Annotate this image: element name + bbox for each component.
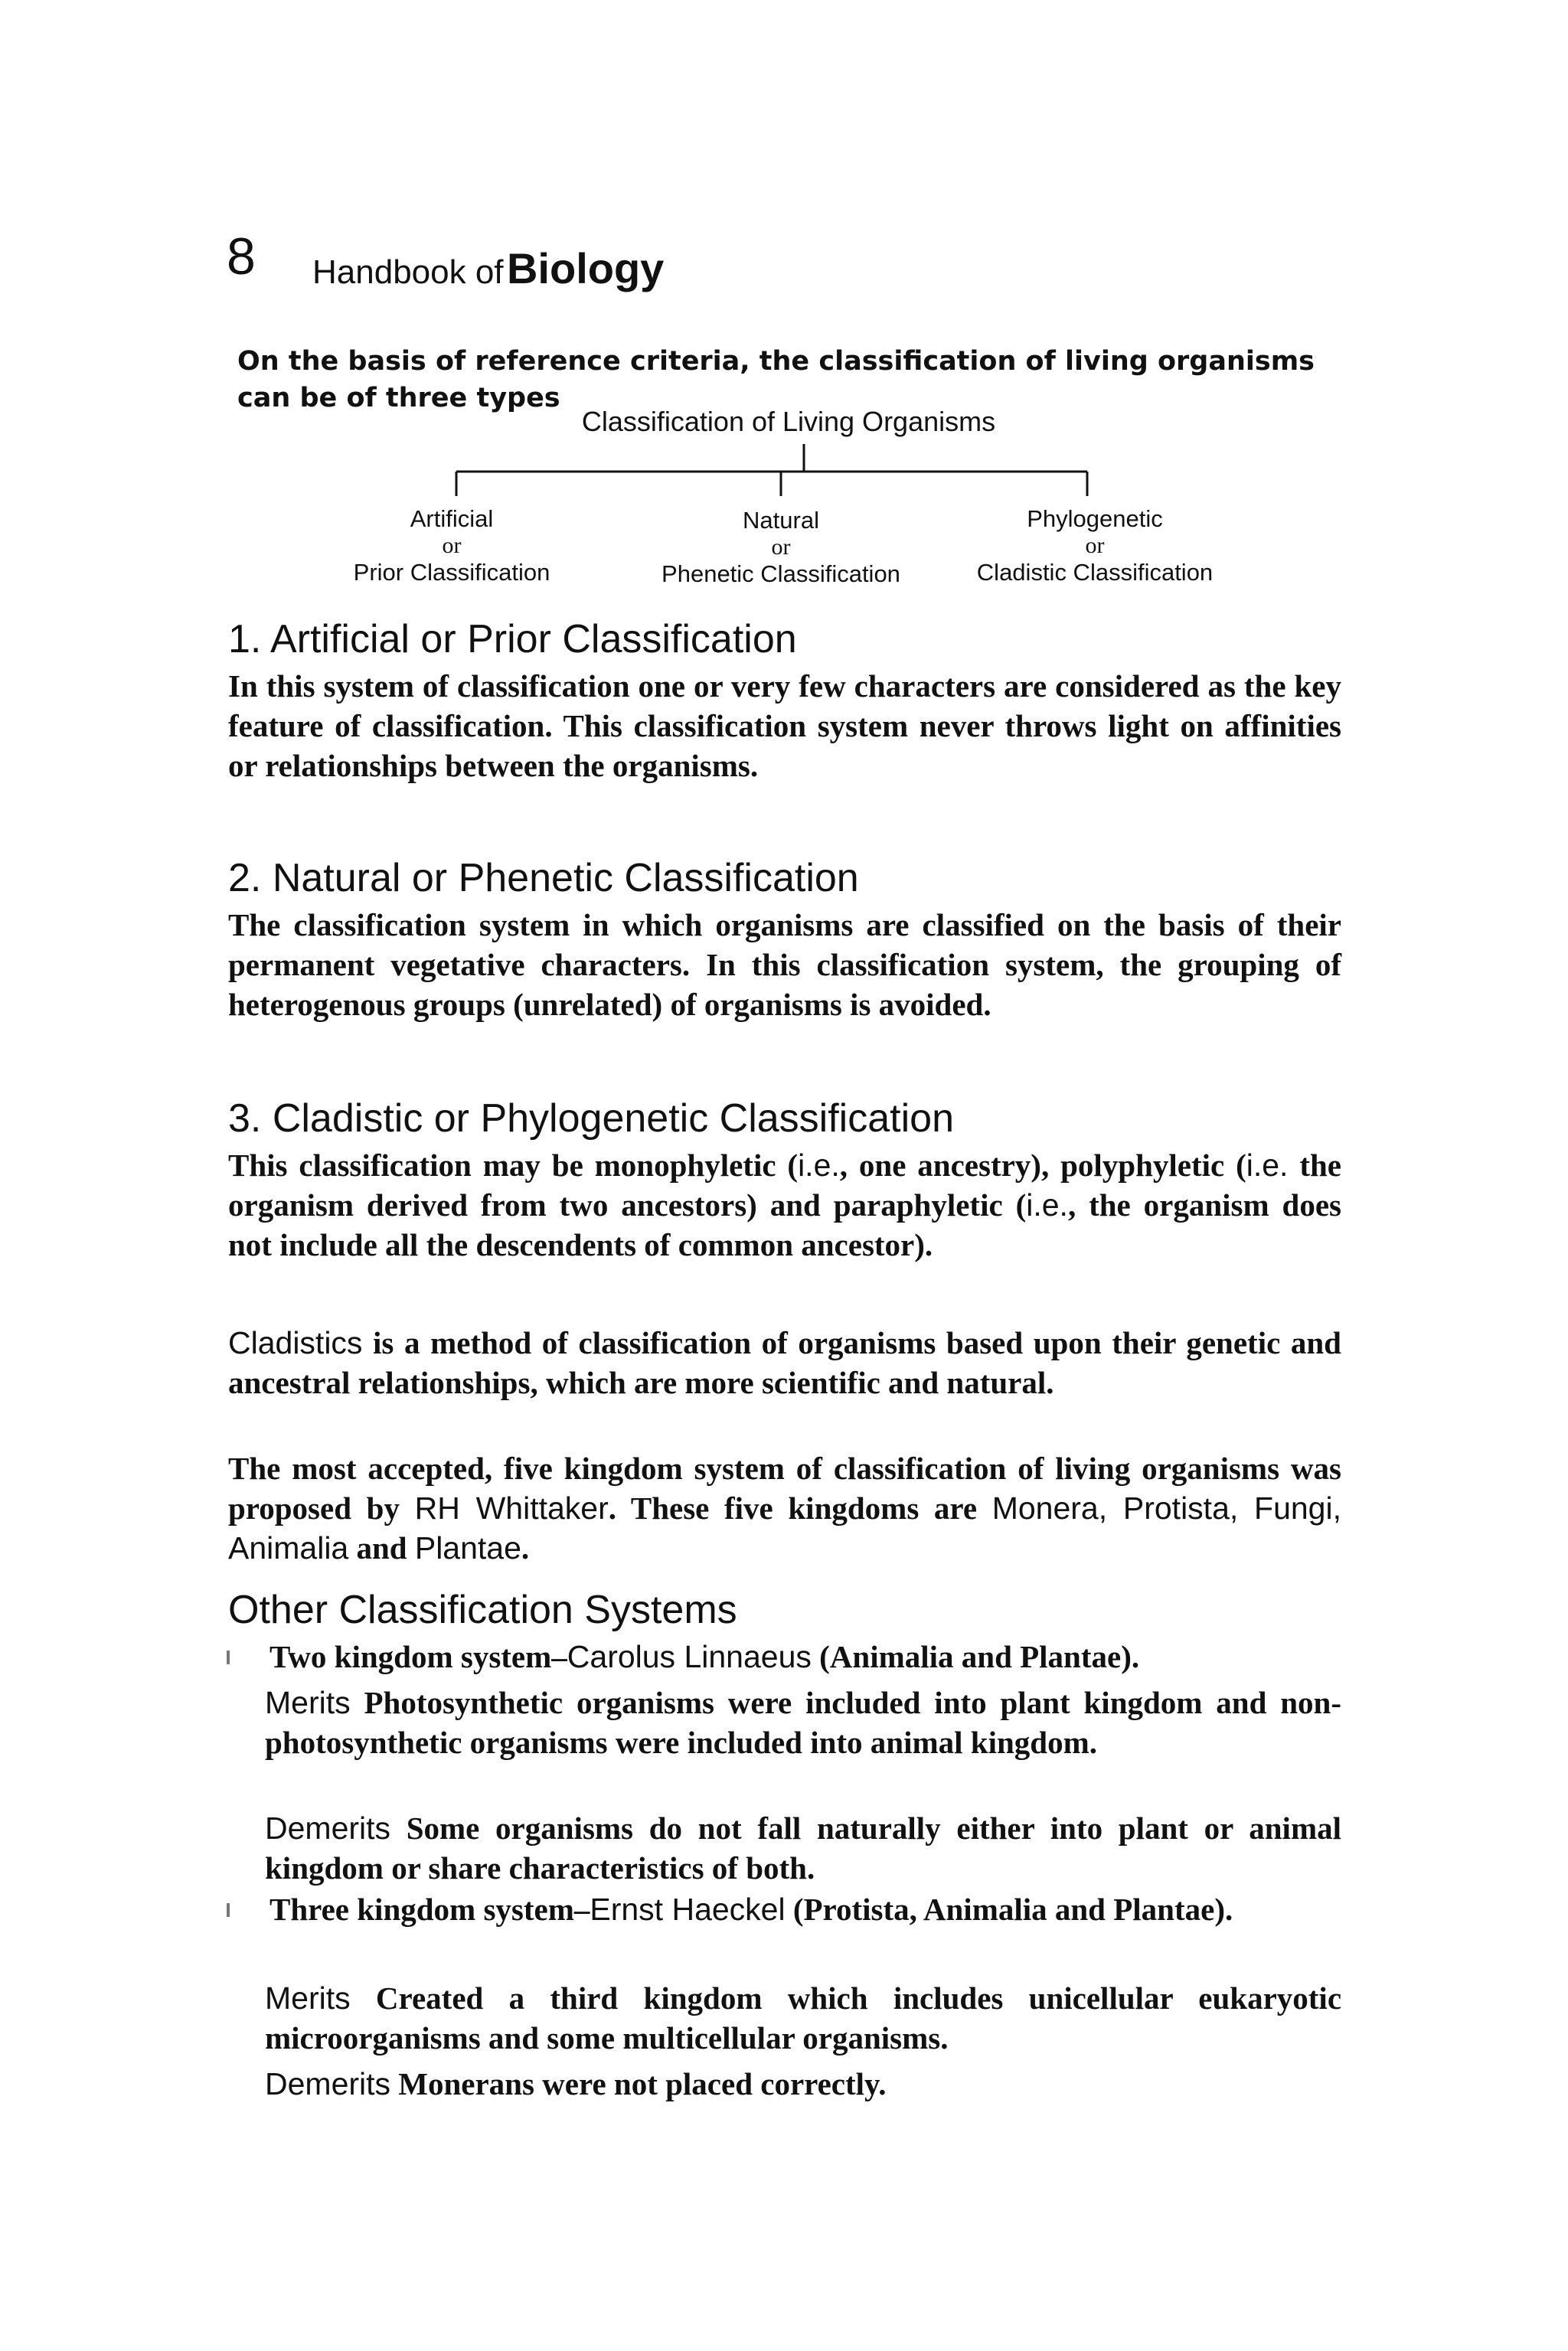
body-part: This classification may be monophyletic (	[228, 1148, 799, 1183]
body-part: the organism derived from two ancestors) and paraphyletic (	[228, 1148, 1341, 1223]
section-heading: 2. Natural or Phenetic Classification	[228, 856, 859, 900]
book-title-prefix: Handbook of	[312, 253, 504, 291]
other-systems-section	[228, 1583, 1341, 1637]
section-cladistic	[228, 1092, 1341, 1265]
bullet-lead: Three kingdom system–	[270, 1892, 590, 1927]
book-title-main: Biology	[506, 244, 665, 292]
abbr-ie: i.e.	[1246, 1148, 1289, 1183]
node-label: Natural	[743, 507, 819, 534]
text-part: . These five kingdoms are	[608, 1491, 992, 1526]
node-alt-label: Prior Classification	[353, 559, 550, 586]
node-alt-label: Phenetic Classification	[662, 560, 900, 587]
intro-text: On the basis of reference criteria, the classification of living organisms can be of three types	[237, 346, 1315, 413]
kingdom-plantae: Plantae	[414, 1530, 521, 1566]
diagram-node-phylogenetic	[957, 505, 1233, 586]
node-label: Phylogenetic	[1027, 505, 1163, 532]
bullet-icon	[227, 1651, 230, 1664]
text-part: The most accepted, five kingdom system of classification of living organisms was proposed by	[228, 1451, 1341, 1526]
bullet-lead: Two kingdom system–	[270, 1639, 567, 1674]
section-natural	[228, 851, 1341, 1024]
section-heading: Other Classification Systems	[228, 1588, 737, 1632]
section-artificial	[228, 612, 1341, 785]
kingdom-list: Monera, Protista, Fungi, Animalia	[228, 1491, 1341, 1566]
page-number: 8	[227, 227, 256, 286]
bullet-tail: (Protista, Animalia and Plantae).	[785, 1892, 1233, 1927]
cladistics-text: is a method of classification of organisms based upon their genetic and ancestral relationships, which are more scientific and natural.	[228, 1325, 1341, 1400]
classification-tree-diagram	[0, 398, 1568, 597]
section-body: The classification system in which organisms are classified on the basis of their permanent vegetative characters. In this classification system, the grouping of heterogenous groups (unrelated) of organisms is avoided.	[228, 907, 1341, 1022]
merits-label: Merits	[265, 1685, 351, 1720]
node-or: or	[771, 534, 791, 560]
node-alt-label: Cladistic Classification	[976, 559, 1214, 586]
body-part: , one ancestry), polyphyletic (	[839, 1148, 1246, 1183]
node-label: Artificial	[410, 505, 494, 532]
merits-label: Merits	[265, 1980, 351, 2016]
demerits-label: Demerits	[265, 1811, 391, 1846]
merits-text: Created a third kingdom which includes unicellular eukaryotic microorganisms and some multicellular organisms.	[265, 1980, 1342, 2055]
bullet-tail: (Animalia and Plantae).	[811, 1639, 1140, 1674]
merits-three-kingdom	[265, 1978, 1341, 2058]
whittaker-paragraph	[228, 1448, 1341, 1568]
diagram-node-natural	[651, 507, 911, 588]
book-title	[312, 243, 664, 293]
diagram-node-artificial	[337, 505, 567, 586]
abbr-ie: i.e.	[1026, 1187, 1068, 1223]
text-part: .	[521, 1530, 530, 1566]
demerits-two-kingdom	[265, 1808, 1341, 1888]
cladistics-paragraph	[228, 1323, 1341, 1402]
term-cladistics: Cladistics	[228, 1325, 363, 1360]
text-part: and	[348, 1530, 415, 1566]
demerits-text: Some organisms do not fall naturally either into plant or animal kingdom or share characteristics of both.	[265, 1811, 1341, 1886]
body-part: , the organism does not include all the descendents of common ancestor).	[228, 1187, 1342, 1262]
person-haeckel: Ernst Haeckel	[590, 1892, 786, 1927]
demerits-text: Monerans were not placed correctly.	[398, 2066, 887, 2101]
section-heading: 3. Cladistic or Phylogenetic Classification	[228, 1096, 954, 1141]
section-body: In this system of classification one or very few characters are considered as the key feature of classification. This classification system never throws light on affinities or relationships between the organisms.	[228, 668, 1341, 783]
merits-two-kingdom	[265, 1683, 1341, 1762]
node-or: or	[442, 533, 462, 558]
demerits-three-kingdom	[265, 2064, 1341, 2104]
demerits-label: Demerits	[265, 2066, 391, 2101]
bullet-icon	[227, 1903, 230, 1917]
diagram-root-label: Classification of Living Organisms	[581, 406, 996, 437]
section-body	[228, 1145, 1341, 1265]
node-or: or	[1085, 533, 1105, 558]
person-linnaeus: Carolus Linnaeus	[567, 1639, 812, 1674]
person-whittaker: RH Whittaker	[414, 1491, 609, 1526]
abbr-ie: i.e.	[798, 1148, 840, 1183]
merits-text: Photosynthetic organisms were included into plant kingdom and non-photosynthetic organisms were included into animal kingdom.	[265, 1685, 1341, 1760]
section-heading: 1. Artificial or Prior Classification	[228, 617, 797, 661]
